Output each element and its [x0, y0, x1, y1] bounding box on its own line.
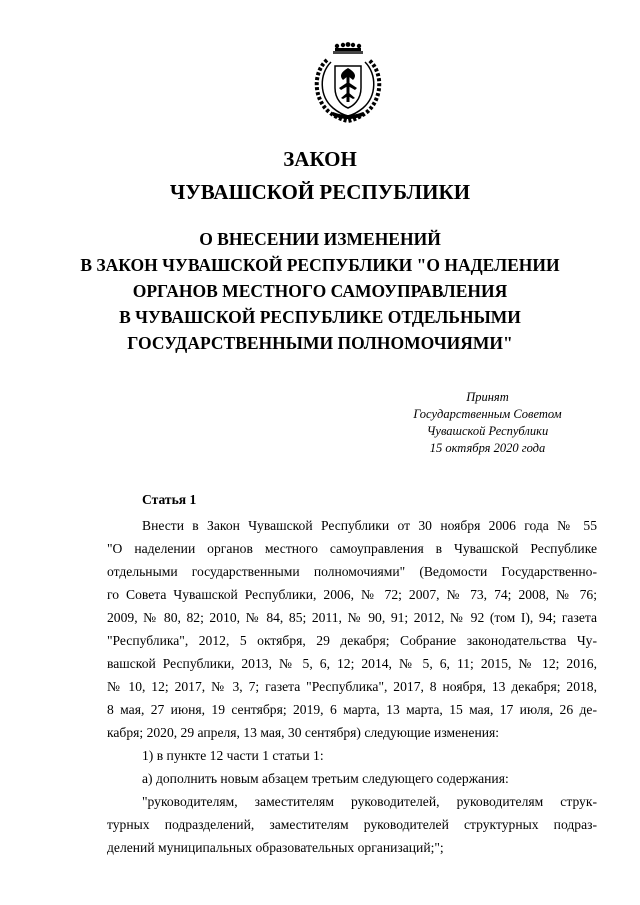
article-heading: Статья 1 [142, 492, 197, 507]
article-line-13: "руководителям, заместителям руководителей, руководителям струк- [142, 794, 597, 809]
article-line-8: № 10, 12; 2017, № 3, 7; газета "Республика", 2017, 8 ноября, 13 декабря; 2018, [107, 679, 597, 694]
article-line-10: кабря; 2020, 29 апреля, 13 мая, 30 сентября) следующие изменения: [107, 725, 500, 740]
subtitle-line-2: В ЗАКОН ЧУВАШСКОЙ РЕСПУБЛИКИ "О НАДЕЛЕНИИ [80, 255, 560, 275]
subtitle-line-5: ГОСУДАРСТВЕННЫМИ ПОЛНОМОЧИЯМИ" [127, 333, 513, 353]
article-line-15: делений муниципальных образовательных организаций;"; [107, 840, 444, 855]
article-line-14: турных подразделений, заместителям руководителей структурных подраз- [107, 817, 597, 832]
law-title: ЗАКОН [283, 147, 357, 171]
subtitle-line-3: ОРГАНОВ МЕСТНОГО САМОУПРАВЛЕНИЯ [132, 281, 508, 301]
article-line-11: 1) в пункте 12 части 1 статьи 1: [142, 748, 324, 763]
article-line-12: а) дополнить новым абзацем третьим следующего содержания: [142, 771, 509, 786]
subtitle-line-1: О ВНЕСЕНИИ ИЗМЕНЕНИЙ [199, 229, 441, 249]
article-line-4: го Совета Чувашской Республики, 2006, № 72; 2007, № 73, 74; 2008, № 76; [107, 587, 597, 602]
article-line-5: 2009, № 80, 82; 2010, № 84, 85; 2011, № 90, 91; 2012, № 92 (том I), 94; газета [107, 610, 597, 625]
adopted-line-1: Принят [466, 390, 509, 404]
subtitle-line-4: В ЧУВАШСКОЙ РЕСПУБЛИКЕ ОТДЕЛЬНЫМИ [119, 307, 521, 327]
republic-title: ЧУВАШСКОЙ РЕСПУБЛИКИ [169, 180, 471, 204]
adopted-line-3: Чувашской Республики [426, 424, 549, 438]
article-line-9: 8 мая, 27 июня, 19 сентября; 2019, 6 марта, 13 марта, 15 мая, 17 июля, 26 де- [107, 702, 597, 717]
article-line-7: вашской Республики, 2013, № 5, 6, 12; 2014, № 5, 6, 11; 2015, № 12; 2016, [107, 656, 597, 671]
article-line-6: "Республика", 2012, 5 октября, 29 декабря; Собрание законодательства Чу- [107, 633, 597, 648]
article-line-3: отдельными государственными полномочиями" (Ведомости Государственно- [107, 564, 597, 579]
article-line-2: "О наделении органов местного самоуправления в Чувашской Республике [107, 541, 597, 556]
adopted-line-2: Государственным Советом [413, 407, 562, 421]
article-line-1: Внести в Закон Чувашской Республики от 30 ноября 2006 года № 55 [142, 518, 597, 533]
adopted-line-4: 15 октября 2020 года [429, 441, 546, 455]
coat-of-arms-emblem [307, 42, 389, 124]
